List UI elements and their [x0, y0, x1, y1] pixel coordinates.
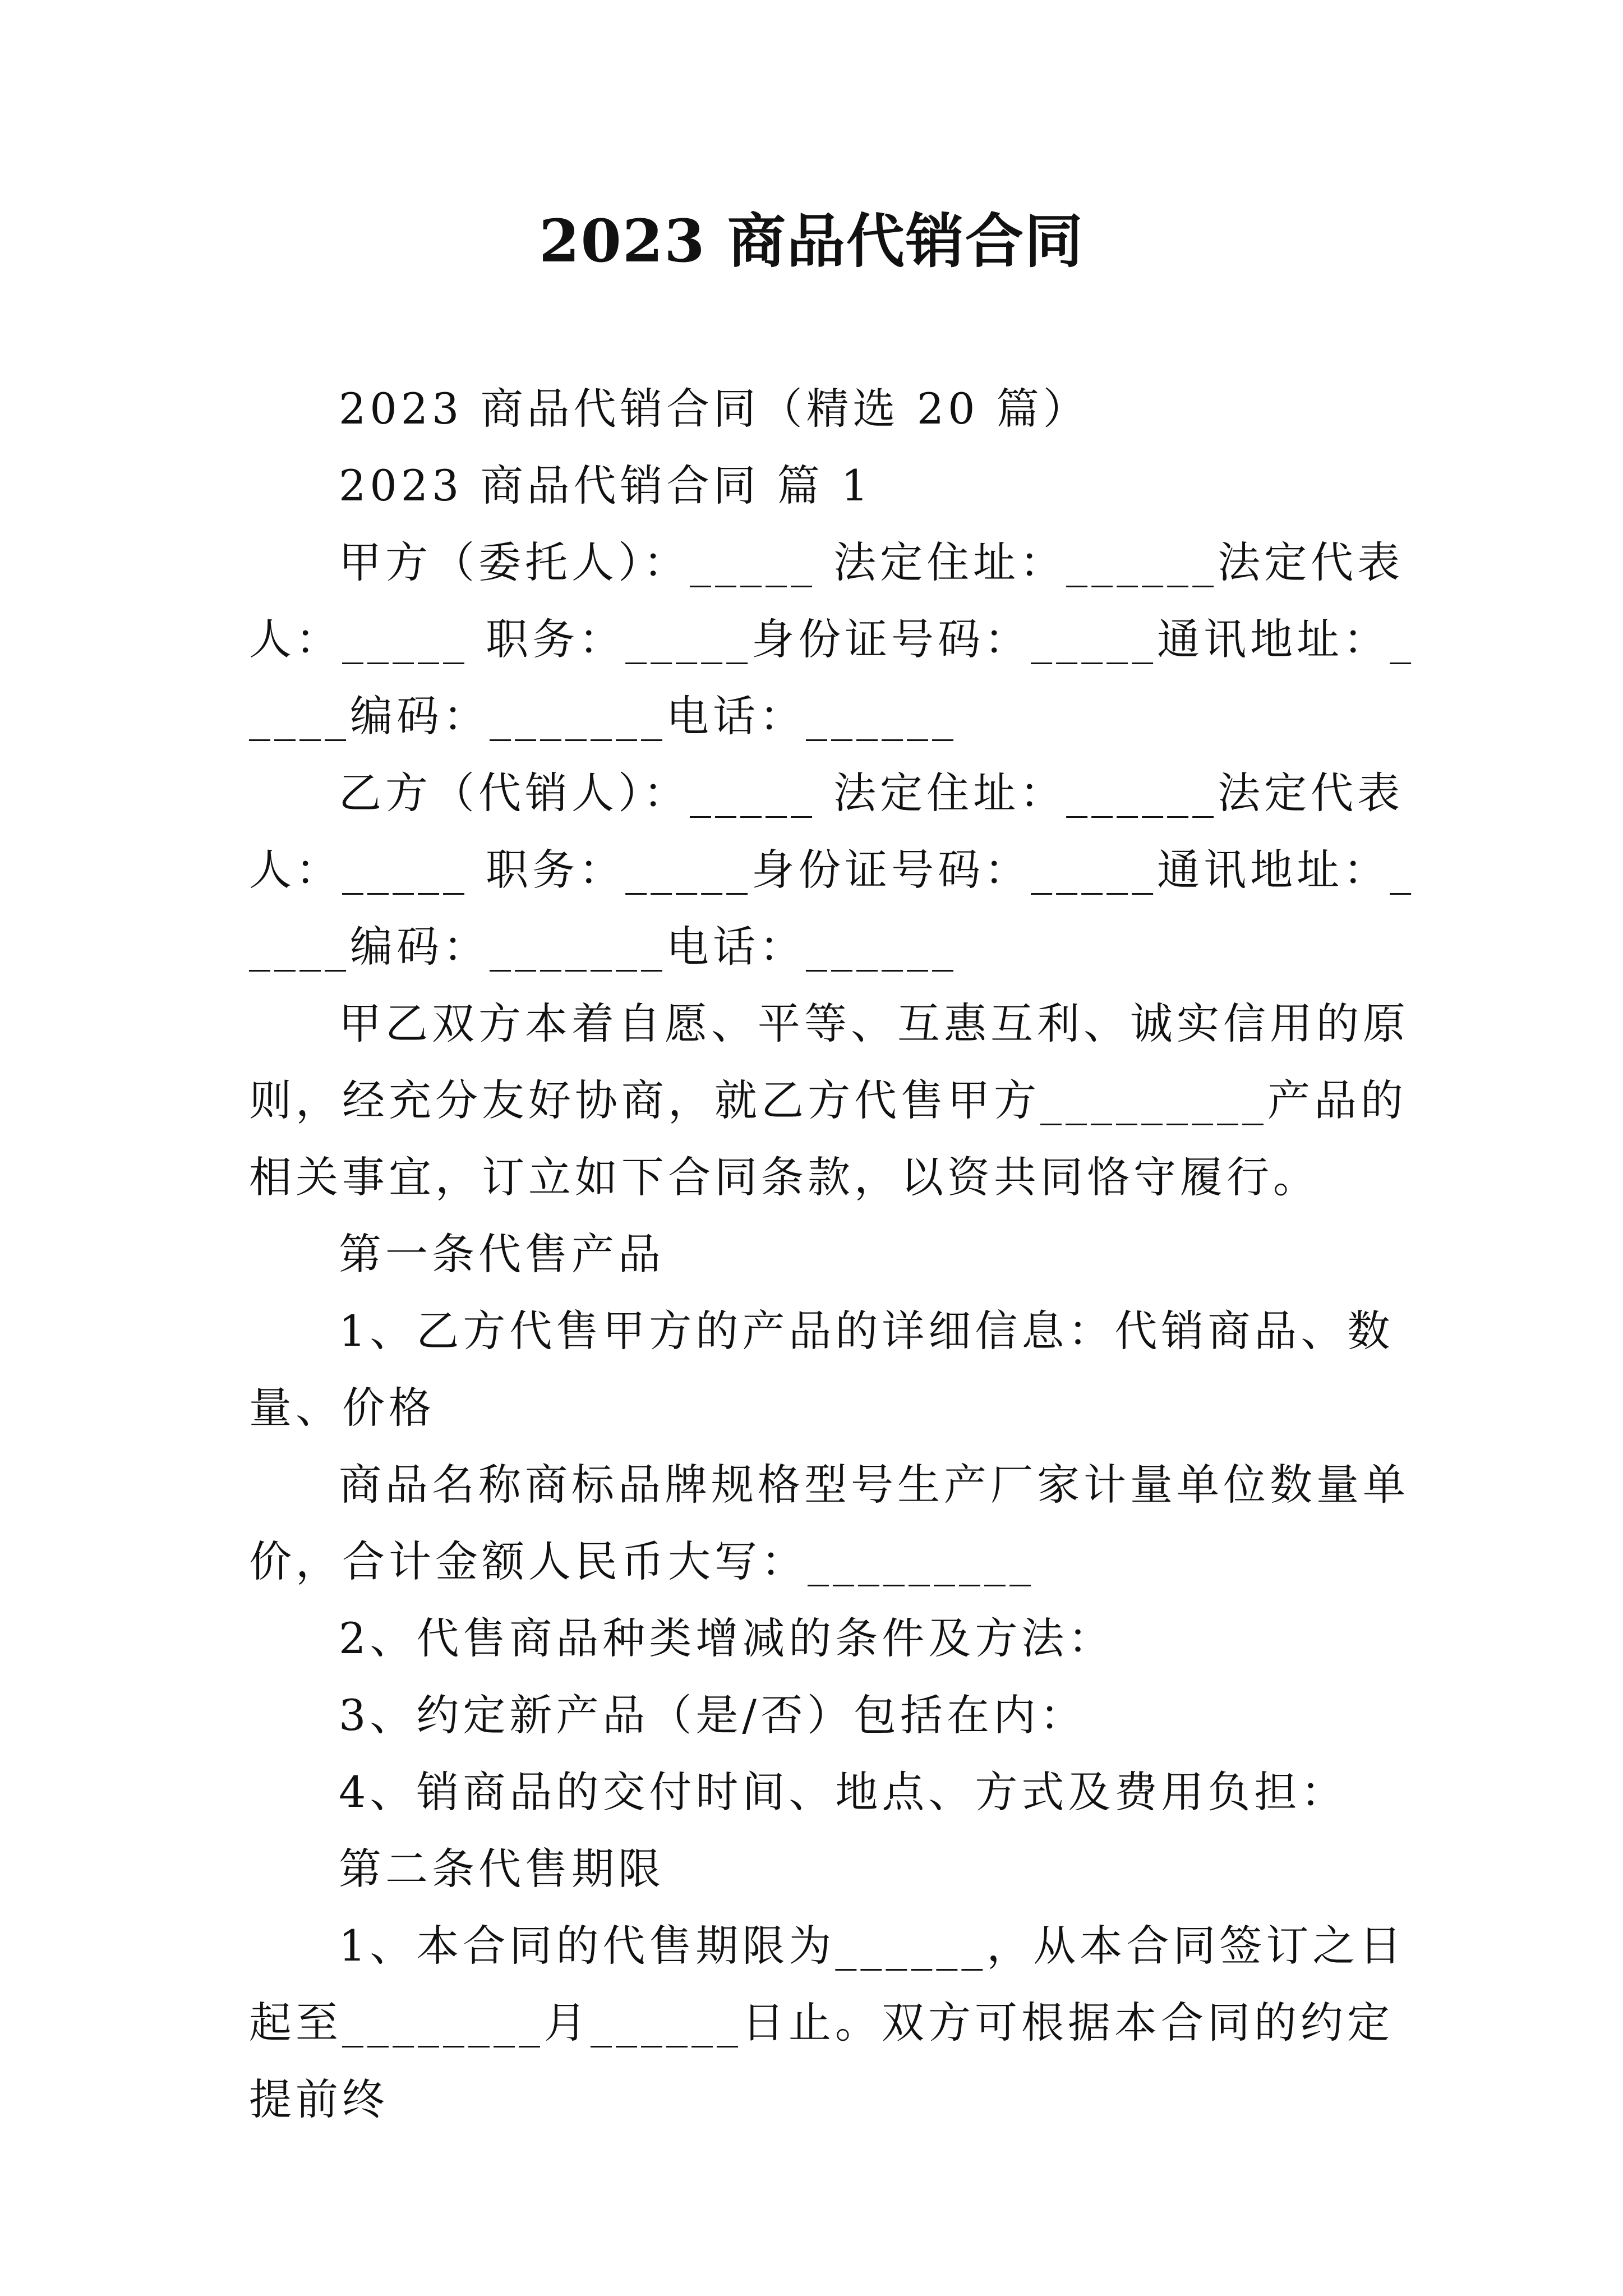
document-title: 2023 商品代销合同 [539, 206, 1084, 275]
paragraph-article-1-item-4: 4、销商品的交付时间、地点、方式及费用负担： [339, 1767, 1348, 1817]
paragraph-subtitle: 2023 商品代销合同（精选 20 篇） [339, 384, 1090, 434]
paragraph-preamble: 甲乙双方本着自愿、平等、互惠互利、诚实信用的原则，经充分友好协商，就乙方代售甲方_________产品的相关事宜，订立如下合同条款，以资共同恪守履行。 [249, 999, 1409, 1202]
paragraph-article-1-item-1: 1、乙方代售甲方的产品的详细信息：代销商品、数量、价格 [249, 1306, 1394, 1433]
paragraph-article-1-item-2: 2、代售商品种类增减的条件及方法： [339, 1613, 1115, 1663]
paragraph-article-2-heading: 第二条代售期限 [339, 1844, 665, 1894]
paragraph-party-b: 乙方（代销人）：_____ 法定住址：______法定代表人：_____ 职务：_____身份证号码：_____通讯地址：_____编码：_______电话：______ [249, 768, 1415, 972]
paragraph-article-2-item-1: 1、本合同的代售期限为______，从本合同签订之日起至________月______日止。双方可根据本合同的约定提前终 [249, 1921, 1406, 2124]
paragraph-party-a: 甲方（委托人）：_____ 法定住址：______法定代表人：_____ 职务：_____身份证号码：_____通讯地址：_____编码：_______电话：______ [249, 537, 1415, 741]
paragraph-article-1-product-table: 商品名称商标品牌规格型号生产厂家计量单位数量单价，合计金额人民币大写：_________ [249, 1460, 1409, 1586]
paragraph-article-1-heading: 第一条代售产品 [339, 1229, 665, 1279]
document-body [249, 370, 1415, 2138]
paragraph-article-1-item-3: 3、约定新产品（是/否）包括在内： [339, 1690, 1086, 1740]
paragraph-section-heading: 2023 商品代销合同 篇 1 [339, 461, 873, 510]
